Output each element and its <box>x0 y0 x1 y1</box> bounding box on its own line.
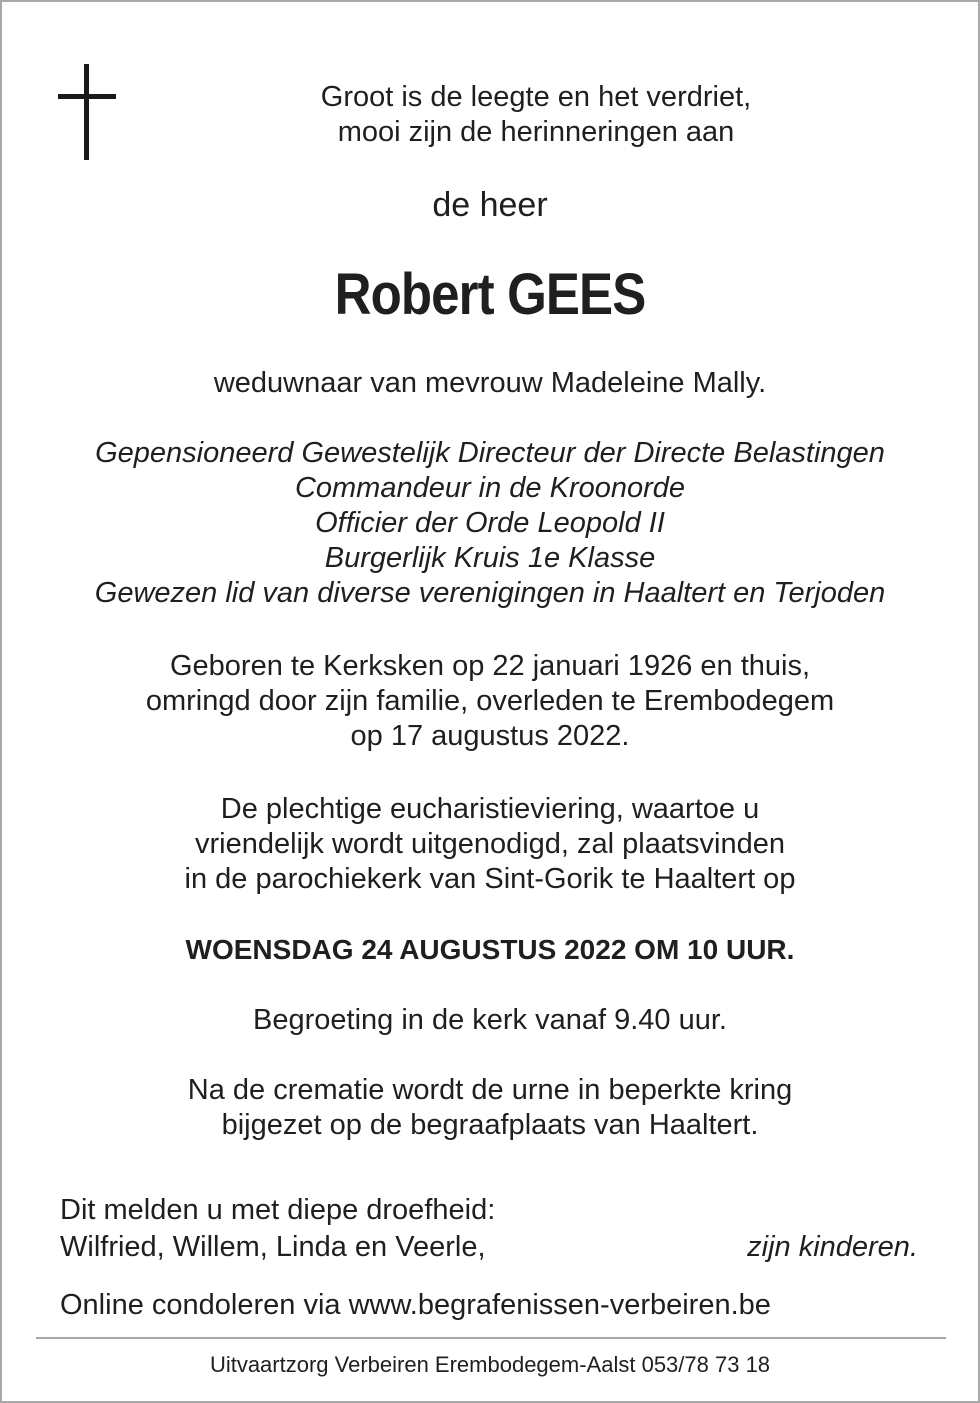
birth-death-line: Geboren te Kerksken op 22 januari 1926 en thuis, <box>169 650 811 682</box>
cremation-info <box>2 1073 978 1143</box>
children-relation: zijn kinderen. <box>747 1231 918 1263</box>
deceased-name: Robert GEES <box>334 262 646 327</box>
ceremony-line: vriendelijk wordt uitgenodigd, zal plaatsvinden <box>194 828 786 860</box>
cremation-line: bijgezet op de begraafplaats van Haaltert. <box>221 1109 759 1141</box>
honour-line: Gewezen lid van diverse verenigingen in Haaltert en Terjoden <box>94 577 886 609</box>
intro-line: Groot is de leegte en het verdriet, <box>320 81 752 113</box>
online-condolence: Online condoleren via www.begrafenissen-verbeiren.be <box>60 1289 771 1321</box>
ceremony-line: De plechtige eucharistieviering, waartoe u <box>220 793 760 825</box>
announcement: Dit melden u met diepe droefheid: <box>60 1194 496 1226</box>
honour-line: Gepensioneerd Gewestelijk Directeur der Directe Belastingen <box>95 437 885 469</box>
honour-line: Commandeur in de Kroonorde <box>294 472 686 504</box>
ceremony-date: WOENSDAG 24 AUGUSTUS 2022 OM 10 UUR. <box>185 934 795 965</box>
greeting-time: Begroeting in de kerk vanaf 9.40 uur. <box>253 1004 727 1036</box>
honour-line: Burgerlijk Kruis 1e Klasse <box>324 542 656 574</box>
funeral-home-footer: Uitvaartzorg Verbeiren Erembodegem-Aalst 053/78 73 18 <box>209 1352 771 1377</box>
intro-verse <box>48 80 980 150</box>
ceremony-info <box>2 792 978 897</box>
honour-line: Officier der Orde Leopold II <box>315 507 665 539</box>
children-names: Wilfried, Willem, Linda en Veerle, <box>60 1231 486 1263</box>
birth-death-line: omringd door zijn familie, overleden te Erembodegem <box>145 685 835 717</box>
birth-death-info <box>2 649 978 754</box>
widower-line: weduwnaar van mevrouw Madeleine Mally. <box>213 367 767 399</box>
divider <box>36 1337 946 1339</box>
intro-line: mooi zijn de herinneringen aan <box>337 116 735 148</box>
honorific: de heer <box>432 186 548 224</box>
honours-list <box>2 436 978 611</box>
cremation-line: Na de crematie wordt de urne in beperkte kring <box>187 1074 793 1106</box>
birth-death-line: op 17 augustus 2022. <box>350 720 630 752</box>
ceremony-line: in de parochiekerk van Sint-Gorik te Haaltert op <box>184 863 796 895</box>
